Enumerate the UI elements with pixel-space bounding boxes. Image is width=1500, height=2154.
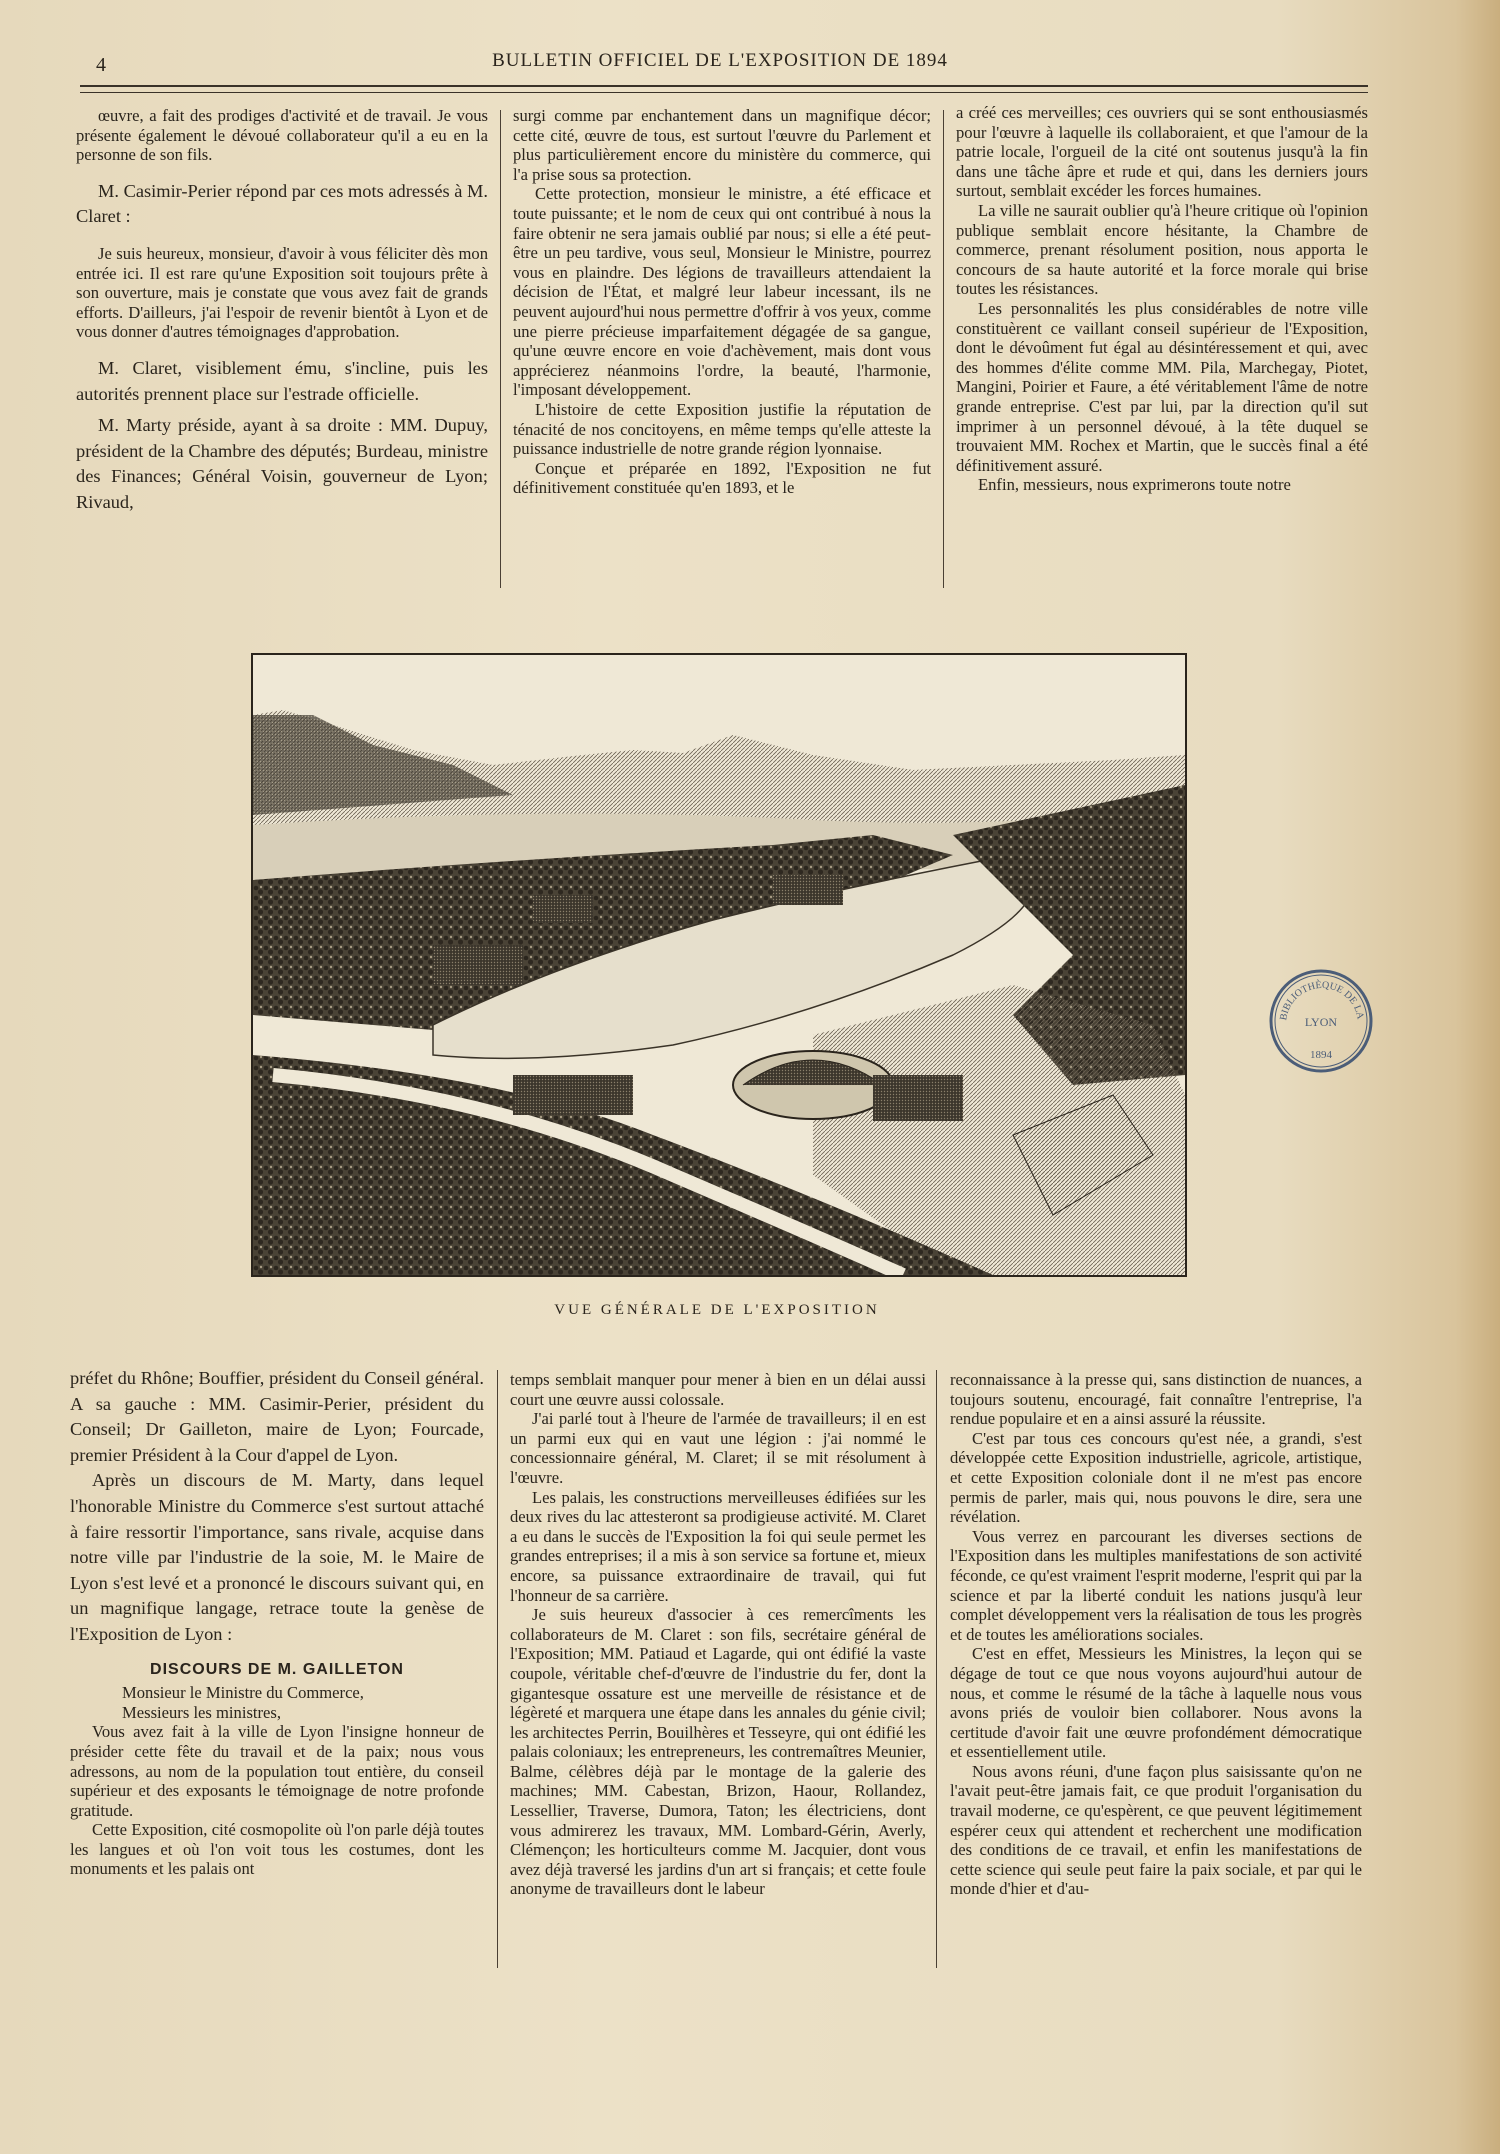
paragraph: Vous verrez en parcourant les diverses sections de l'Exposition dans les multiples manifestations de son activité féconde, ce qu'est vraiment l'esprit moderne, l'esprit qui par la science et par la liberté conduit les nations jusqu'à leur complet développement vers la réalisation de tous les progrès et de toutes les améliorations sociales. (950, 1526, 1362, 1644)
paragraph: M. Marty préside, ayant à sa droite : MM. Dupuy, président de la Chambre des députés; Burdeau, ministre des Finances; Général Voisin, gouverneur de Lyon; Rivaud, (76, 415, 488, 512)
bottom-column-3 (950, 1370, 1362, 1899)
bottom-column-2 (510, 1370, 926, 1899)
paragraph: C'est par tous ces concours qu'est née, a grandi, s'est développée cette Exposition industrielle, agricole, artistique, et cette Exposition coloniale dont il ne m'est pas encore permis de parler, mais qui, nous pouvons le dire, sera une révélation. (950, 1428, 1362, 1527)
paragraph: C'est en effet, Messieurs les Ministres, la leçon qui se dégage de tout ce que nous voyons aujourd'hui autour de nous, et comme le résumé de la tâche à laquelle nous vous avons priés de vouloir bien collaborer. Nous avons la certitude d'avoir fait une œuvre profondément démocratique et essentiellement utile. (950, 1644, 1362, 1762)
paragraph: Je suis heureux d'associer à ces remercîments les collaborateurs de M. Claret : son fils, secrétaire général de l'Exposition; MM. Patiaud et Lagarde, qui ont édifié la vaste coupole, véritable chef-d'œuvre de l'industrie du fer, dont la gigantesque ossature est une merveille de résistance et de légèreté et marquera une étape dans les annales du génie civil; les architectes Perrin, Bouilhères et Tesseyre, qui ont édifié les palais coloniaux; les entrepreneurs, les contremaîtres Meunier, Balme, célèbres déjà par le montage de la galerie des machines; MM. Cabestan, Brizon, Haour, Rollandez, Lessellier, Traverse, Dumora, Taton; les électriciens, dont vous admirerez les travaux, MM. Lombard-Gérin, Averly, Clémençon; les horticulteurs comme M. Jacquier, dont vous avez déjà traversé les jardins d'un art si français; et cette foule anonyme de travailleurs dont le labeur (510, 1605, 926, 1899)
salutation: Messieurs les ministres, (122, 1702, 282, 1722)
paragraph: Après un discours de M. Marty, dans lequel l'honorable Ministre du Commerce s'est surtout attaché à faire ressortir l'importance, sans rivale, acquise dans notre ville par l'industrie de la soie, M. le Maire de Lyon s'est levé et a prononcé le discours suivant qui, en un magnifique langage, retrace toute la genèse de l'Exposition de Lyon : (70, 1470, 484, 1644)
header-rule (80, 85, 1368, 87)
page-number: 4 (96, 54, 106, 76)
paragraph: Conçue et préparée en 1892, l'Exposition ne fut définitivement constituée qu'en 1893, et le (513, 458, 931, 498)
engraving-artwork (253, 655, 1185, 1275)
paragraph: surgi comme par enchantement dans un magnifique décor; cette cité, œuvre de tous, est surtout l'œuvre du Parlement et plus particulièrement encore du ministère du commerce, qui l'a prise sous sa protection. (513, 106, 931, 184)
paragraph: temps semblait manquer pour mener à bien en un délai aussi court une œuvre aussi colossale. (510, 1370, 926, 1409)
stamp-text-year: 1894 (1310, 1049, 1332, 1061)
stamp-text-top: BIBLIOTHÈQUE DE LA (1278, 979, 1366, 1022)
bulletin-title: BULLETIN OFFICIEL DE L'EXPOSITION DE 1894 (492, 50, 948, 71)
stamp-text-mid: LYON (1304, 1015, 1338, 1029)
bottom-column-1 (70, 1366, 484, 1879)
paragraph: Je suis heureux, monsieur, d'avoir à vous féliciter dès mon entrée ici. Il est rare qu'une Exposition soit toujours prête à son ouverture, mais je constate que vous avez fait de grands efforts. D'ailleurs, j'ai l'espoir de revenir bientôt à Lyon et de vous donner d'autres témoignages d'approbation. (76, 243, 488, 342)
exposition-engraving (251, 653, 1187, 1277)
top-column-3 (956, 103, 1368, 495)
top-column-2 (513, 106, 931, 498)
salutation: Monsieur le Ministre du Commerce, (122, 1683, 364, 1703)
speech-heading: DISCOURS DE M. GAILLETON (150, 1660, 404, 1678)
paragraph: Nous avons réuni, d'une façon plus saisissante qu'on ne l'avait peut-être jamais fait, ce que produit l'organisation du travail moderne, ce qu'espèrent, ce que peuvent légitimement espérer ceux qui attendent et recherchent une modification des conditions de ce travail, et enfin les manifestations de cette science qui seule peut faire la paix sociale, et par qui le monde d'hier et d'au- (950, 1761, 1362, 1899)
paragraph: reconnaissance à la presse qui, sans distinction de nuances, a toujours soutenu, encouragé, fait connaître l'entreprise, l'a rendue populaire et en a ainsi assuré la réussite. (950, 1370, 1362, 1429)
paragraph: œuvre, a fait des prodiges d'activité et de travail. Je vous présente également le dévoué collaborateur qu'il a eu en la personne de son fils. (76, 106, 488, 165)
paragraph: M. Casimir-Perier répond par ces mots adressés à M. Claret : (76, 180, 488, 227)
paragraph: Les palais, les constructions merveilleuses édifiées sur les deux rives du lac attesteront sa prodigieuse activité. M. Claret a eu dans le succès de l'Exposition la foi qui seule permet les grandes entreprises; il a mis à son service sa fortune et, mieux encore, sa puissance extraordinaire de travail, qui fut l'honneur de sa carrière. (510, 1487, 926, 1605)
paragraph: La ville ne saurait oublier qu'à l'heure critique où l'opinion publique semblait encore hésitante, la Chambre de commerce, prenant résolument position, nous apporta le concours de sa haute autorité et la force morale qui brise toutes les résistances. (956, 200, 1368, 299)
column-divider (936, 1370, 937, 1968)
paragraph: J'ai parlé tout à l'heure de l'armée de travailleurs; il en est un parmi eux qui en vaut une légion : j'ai nommé le concessionnaire général, M. Claret; il se mit résolument à l'œuvre. (510, 1409, 926, 1487)
column-divider (500, 110, 501, 588)
library-stamp (1266, 966, 1376, 1076)
column-divider (943, 110, 944, 588)
top-column-1 (76, 106, 488, 516)
paragraph: Cette Exposition, cité cosmopolite où l'on parle déjà toutes les langues et où l'on voit tous les costumes, dont les monuments et les palais ont (70, 1820, 484, 1879)
paragraph: Enfin, messieurs, nous exprimerons toute notre (978, 475, 1291, 495)
paragraph: L'histoire de cette Exposition justifie la réputation de ténacité de nos concitoyens, en même temps qu'elle atteste la puissance industrielle de notre grande région lyonnaise. (513, 399, 931, 459)
column-divider (497, 1370, 498, 1968)
paragraph: M. Claret, visiblement ému, s'incline, puis les autorités prennent place sur l'estrade officielle. (76, 357, 488, 404)
paragraph: a créé ces merveilles; ces ouvriers qui se sont enthousiasmés pour l'œuvre à laquelle ils collaboraient, et que l'amour de la patrie locale, l'orgueil de la cité ont soutenus jusqu'à la fin dans une tâche âpre et rude et qui, dans les derniers jours surtout, semblait excéder les forces humaines. (956, 103, 1368, 201)
paragraph: Les personnalités les plus considérables de notre ville constituèrent ce vaillant conseil supérieur de l'Exposition, dont le dévoûment fut égal au désintéressement et qui, avec des hommes d'élite comme MM. Pila, Marchegay, Piotet, Mangini, Poirier et Faure, a été véritablement l'âme de notre grande entreprise. C'est par lui, par la direction qu'il sut imprimer à un personnel dévoué, à la tête duquel se trouvaient MM. Rochex et Martin, que le succès final a été définitivement assuré. (956, 298, 1368, 475)
paragraph: Vous avez fait à la ville de Lyon l'insigne honneur de présider cette fête du travail et de la paix; nous vous adressons, au nom de la population tout entière, du conseil supérieur et des exposants le témoignage de notre profonde gratitude. (70, 1722, 484, 1820)
paragraph: préfet du Rhône; Bouffier, président du Conseil général. A sa gauche : MM. Casimir-Perier, président du Conseil; Dr Gailleton, maire de Lyon; Fourcade, premier Président à la Cour d'appel de Lyon. (70, 1368, 484, 1465)
header-rule-thin (80, 92, 1368, 93)
paragraph: Cette protection, monsieur le ministre, a été efficace et toute puissante; et le nom de ceux qui ont contribué à nous la faire obtenir ne sera jamais oublié par nous; si elle a été peut-être un peu tardive, vous seul, Monsieur le Ministre, pourrez vous en plaindre. Des légions de travailleurs attendaient la décision de l'État, et malgré leur labeur incessant, ils ne peuvent aujourd'hui nous permettre d'offrir à vos yeux, comme une pierre précieuse imparfaitement dégagée de sa gangue, qu'une œuvre encore en voie d'achèvement, mais dont vous apprécierez néanmoins l'ordre, la beauté, l'harmonie, l'imposant développement. (513, 184, 931, 400)
illustration-caption: VUE GÉNÉRALE DE L'EXPOSITION (554, 1302, 880, 1318)
